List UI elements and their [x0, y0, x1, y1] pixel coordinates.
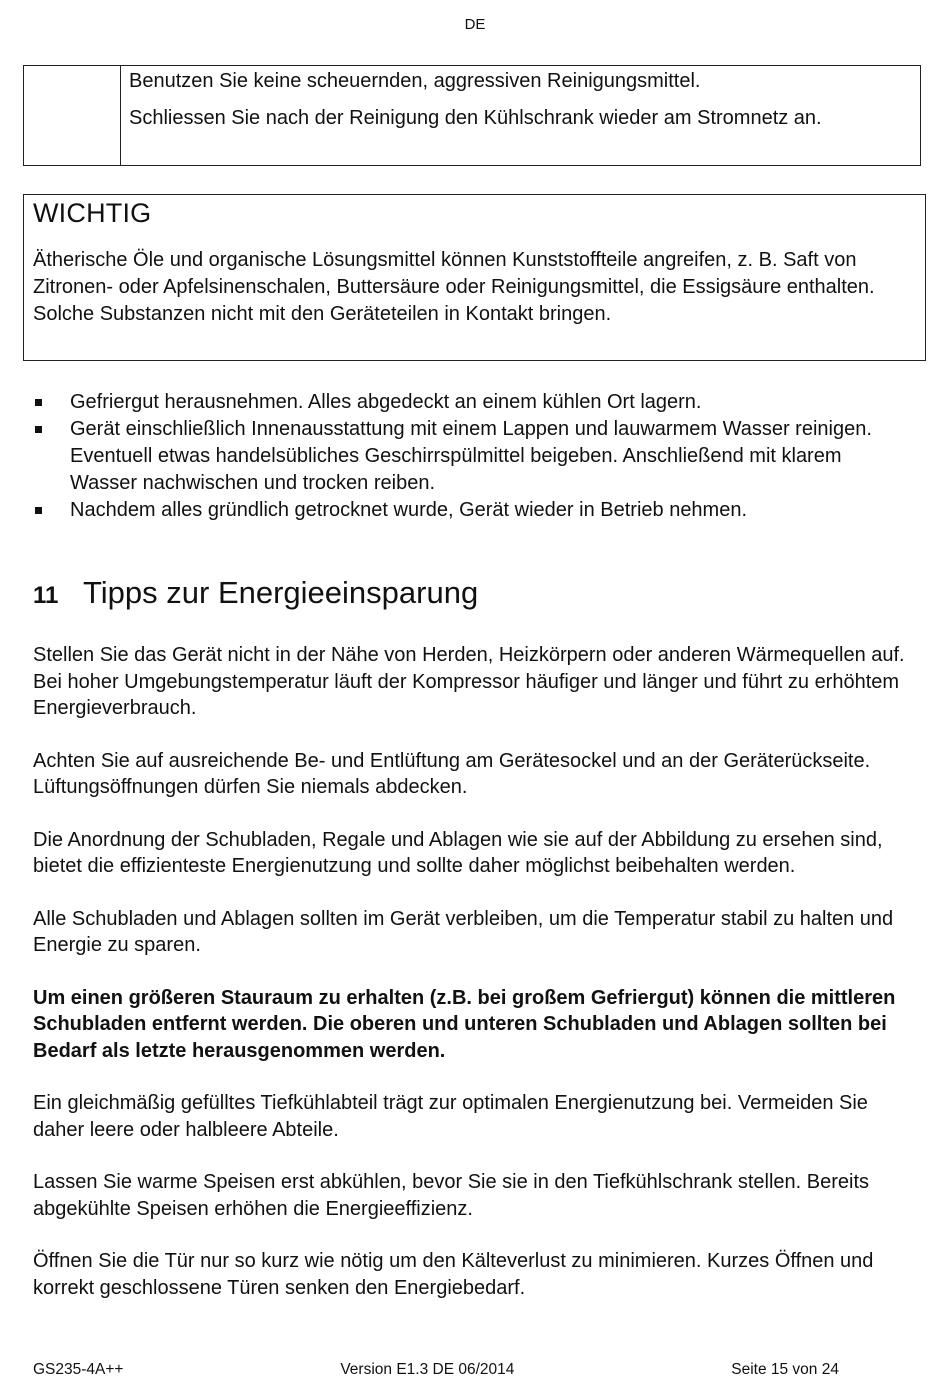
- footer-model: GS235-4A++: [33, 1361, 124, 1378]
- square-bullet-icon: [35, 399, 42, 406]
- important-notice-box: [23, 194, 926, 361]
- table-text-cell: [121, 66, 920, 165]
- important-notice-text: Ätherische Öle und organische Lösungsmittel können Kunststoffteile angreifen, z. B. Saft von Zitronen- oder Apfelsinenschalen, Buttersäure oder Reinigungsmittel, die Essigsäure enthalten. Solche Substanzen nicht mit den Geräteteilen in Kontakt bringen.: [33, 249, 875, 325]
- page-header-language: DE: [464, 16, 486, 33]
- table-line-no-abrasives: Benutzen Sie keine scheuernden, aggressiven Reinigungsmittel.: [129, 70, 701, 92]
- section-title: Tipps zur Energieeinsparung: [83, 575, 479, 610]
- list-item-text: Gerät einschließlich Innenausstattung mit einem Lappen und lauwarmem Wasser reinigen. Eventuell etwas handelsübliches Geschirrspülmittel beigeben. Anschließend mit klarem Wasser nachwischen und trocken reiben.: [70, 418, 872, 494]
- page-footer: [33, 1361, 839, 1379]
- list-item-text: Nachdem alles gründlich getrocknet wurde, Gerät wieder in Betrieb nehmen.: [70, 499, 748, 521]
- paragraph-ventilation: Achten Sie auf ausreichende Be- und Entlüftung am Gerätesockel und an der Geräterückseite. Lüftungsöffnungen dürfen Sie niemals abdecken.: [33, 749, 871, 798]
- paragraph-keep-drawers: Alle Schubladen und Ablagen sollten im Gerät verbleiben, um die Temperatur stabil zu halten und Energie zu sparen.: [33, 907, 894, 956]
- list-item: [33, 497, 913, 524]
- table-empty-cell: [24, 66, 121, 165]
- paragraph-even-filling: Ein gleichmäßig gefülltes Tiefkühlabteil trägt zur optimalen Energienutzung bei. Vermeiden Sie daher leere oder halbleere Abteile.: [33, 1092, 868, 1141]
- cleaning-steps-list: [33, 389, 913, 524]
- paragraph-door-opening: Öffnen Sie die Tür nur so kurz wie nötig um den Kälteverlust zu minimieren. Kurzes Öffnen und korrekt geschlossene Türen senken den Energiebedarf.: [33, 1250, 874, 1299]
- paragraph-cool-food: Lassen Sie warme Speisen erst abkühlen, bevor Sie sie in den Tiefkühlschrank stellen. Bereits abgekühlte Speisen erhöhen die Energieeffizienz.: [33, 1171, 870, 1220]
- important-notice-title: WICHTIG: [33, 198, 152, 228]
- paragraph-drawer-arrangement: Die Anordnung der Schubladen, Regale und Ablagen wie sie auf der Abbildung zu ersehen sind, bietet die effizienteste Energienutzung und sollte daher möglichst beibehalten werden.: [33, 828, 883, 877]
- square-bullet-icon: [35, 426, 42, 433]
- section-number: 11: [33, 582, 59, 609]
- footer-version: Version E1.3 DE 06/2014: [340, 1361, 515, 1378]
- paragraph-placement: Stellen Sie das Gerät nicht in der Nähe von Herden, Heizkörpern oder anderen Wärmequellen auf. Bei hoher Umgebungstemperatur läuft der Kompressor häufiger und länger und führt zu erhöhtem Energieverbrauch.: [33, 644, 905, 719]
- list-item: [33, 389, 913, 416]
- square-bullet-icon: [35, 507, 42, 514]
- list-item: [33, 416, 913, 497]
- cleaning-instructions-table: [23, 65, 921, 166]
- section-body: [33, 642, 923, 1327]
- table-line-reconnect-power: Schliessen Sie nach der Reinigung den Kühlschrank wieder am Stromnetz an.: [129, 107, 822, 129]
- paragraph-storage-space-bold: Um einen größeren Stauraum zu erhalten (z.B. bei großem Gefriergut) können die mittleren Schubladen entfernt werden. Die oberen und unteren Schubladen und Ablagen sollten bei Bedarf als letzte herausgenommen werden.: [33, 986, 896, 1062]
- section-heading: [33, 575, 478, 611]
- list-item-text: Gefriergut herausnehmen. Alles abgedeckt an einem kühlen Ort lagern.: [70, 391, 702, 413]
- footer-page-number: Seite 15 von 24: [731, 1361, 839, 1378]
